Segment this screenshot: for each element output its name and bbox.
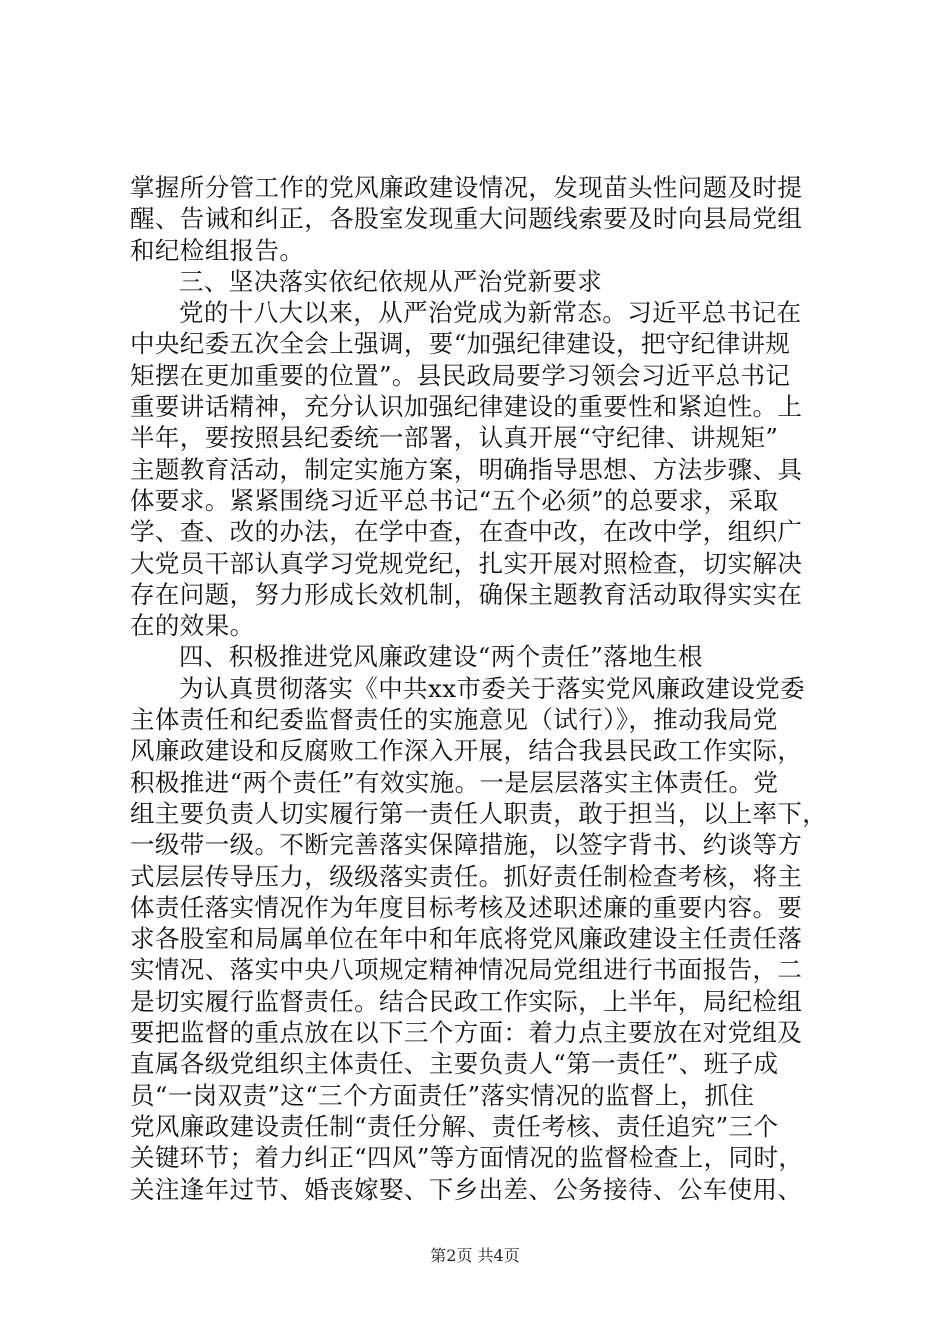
text-line: 党的十八大以来，从严治党成为新常态。习近平总书记在	[179, 298, 802, 328]
text-line: 三、坚决落实依纪依规从严治党新要求	[179, 266, 603, 296]
text-line: 风廉政建设和反腐败工作深入开展，结合我县民政工作实际，	[130, 736, 803, 766]
text-line: 存在问题，努力形成长效机制，确保主题教育活动取得实实在	[130, 579, 803, 609]
text-line: 员“一岗双责”这“三个方面责任”落实情况的监督上，抓住	[130, 1080, 755, 1110]
text-line: 一级带一级。不断完善落实保障措施，以签字背书、约谈等方	[130, 830, 803, 860]
text-line: 求各股室和局属单位在年中和年底将党风廉政建设主任责任落	[130, 924, 803, 954]
text-line: 要把监督的重点放在以下三个方面：着力点主要放在对党组及	[130, 1018, 803, 1048]
text-line: 和纪检组报告。	[130, 235, 305, 265]
text-line: 关键环节；着力纠正“四风”等方面情况的监督检查上，同时，	[130, 1143, 804, 1173]
text-line: 主体责任和纪委监督责任的实施意见（试行）》，推动我局党	[130, 705, 778, 735]
text-line: 为认真贯彻落实《中共xx市委关于落实党风廉政建设党委	[179, 673, 806, 703]
text-line: 醒、告诫和纠正，各股室发现重大问题线索要及时向县局党组	[130, 204, 803, 234]
text-line: 体要求。紧紧围绕习近平总书记“五个必须”的总要求，采取	[130, 485, 779, 515]
text-line: 是切实履行监督责任。结合民政工作实际，上半年，局纪检组	[130, 986, 803, 1016]
page-footer: 第2页 共4页	[430, 1246, 520, 1265]
text-line: 组主要负责人切实履行第一责任人职责，敢于担当，以上率下，	[130, 798, 828, 828]
text-line: 关注逢年过节、婚丧嫁娶、下乡出差、公务接待、公车使用、	[130, 1174, 803, 1204]
text-line: 四、积极推进党风廉政建设“两个责任”落地生根	[179, 642, 703, 672]
text-line: 体责任落实情况作为年度目标考核及述职述廉的重要内容。要	[130, 892, 803, 922]
text-line: 党风廉政建设责任制“责任分解、责任考核、责任追究”三个	[130, 1111, 779, 1141]
text-line: 直属各级党组织主体责任、主要负责人“第一责任”、班子成	[130, 1049, 779, 1079]
text-line: 重要讲话精神，充分认识加强纪律建设的重要性和紧迫性。上	[130, 392, 803, 422]
text-line: 半年，要按照县纪委统一部署，认真开展“守纪律、讲规矩”	[130, 423, 779, 453]
text-line: 式层层传导压力，级级落实责任。抓好责任制检查考核，将主	[130, 861, 803, 891]
document-body	[130, 172, 830, 1205]
text-line: 掌握所分管工作的党风廉政建设情况，发现苗头性问题及时提	[130, 173, 803, 202]
text-line: 实情况、落实中央八项规定精神情况局党组进行书面报告，二	[130, 955, 803, 985]
text-line: 大党员干部认真学习党规党纪，扎实开展对照检查，切实解决	[130, 548, 803, 578]
text-line: 学、查、改的办法，在学中查，在查中改，在改中学，组织广	[130, 517, 803, 547]
text-line: 积极推进“两个责任”有效实施。一是层层落实主体责任。党	[130, 767, 779, 797]
text-line: 在的效果。	[130, 611, 255, 641]
text-line: 主题教育活动，制定实施方案，明确指导思想、方法步骤、具	[130, 454, 803, 484]
text-line: 矩摆在更加重要的位置”。县民政局要学习领会习近平总书记	[130, 360, 791, 390]
text-line: 中央纪委五次全会上强调，要“加强纪律建设，把守纪律讲规	[130, 329, 791, 359]
